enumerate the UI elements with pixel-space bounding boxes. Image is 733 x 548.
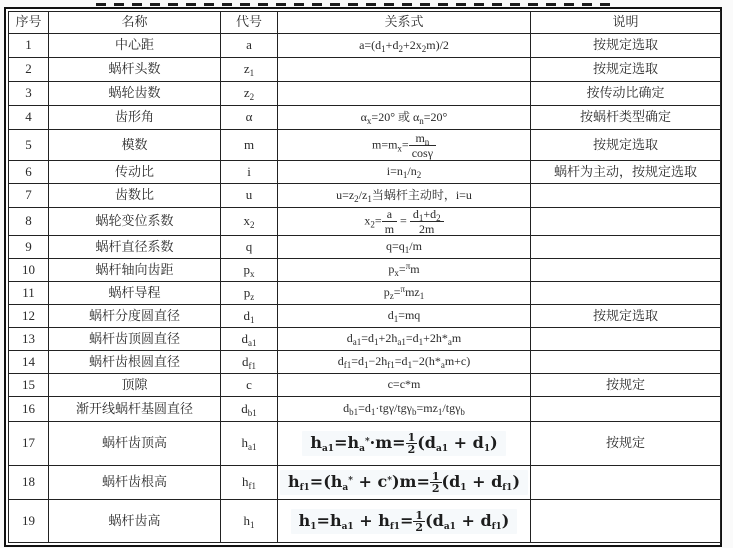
table-row xyxy=(9,106,721,130)
table-row xyxy=(9,328,721,351)
cell-note: 按传动比确定 xyxy=(531,82,721,106)
table-row xyxy=(9,374,721,397)
table-row xyxy=(9,208,721,236)
table-row xyxy=(9,422,721,466)
cell-code: $x_2$ xyxy=(221,208,278,236)
cell-formula: $m=m_x=$ $\frac{m_n}{\cos\gamma}$ xyxy=(278,130,531,161)
cell-note xyxy=(531,259,721,282)
cell-code: α xyxy=(221,106,278,130)
cell-code: a xyxy=(221,34,278,58)
cell-code: $d_{b1}$ xyxy=(221,397,278,422)
cell-no: 1 xyxy=(9,34,49,58)
cell-formula: $u=z_2/z_1$当蜗杆主动时，i=u xyxy=(278,184,531,208)
cell-code: $z_1$ xyxy=(221,58,278,82)
cell-code: i xyxy=(221,161,278,184)
cell-name: 蜗杆分度圆直径 xyxy=(49,305,221,328)
cell-no: 5 xyxy=(9,130,49,161)
cell-no: 14 xyxy=(9,351,49,374)
table-row xyxy=(9,82,721,106)
table-row xyxy=(9,34,721,58)
cell-note xyxy=(531,282,721,305)
cell-formula: $p_x=^\pi m$ xyxy=(278,259,531,282)
cell-no: 15 xyxy=(9,374,49,397)
cell-code: $d_{f1}$ xyxy=(221,351,278,374)
cell-name: 蜗杆头数 xyxy=(49,58,221,82)
cell-note xyxy=(531,236,721,259)
cell-formula xyxy=(278,58,531,82)
cell-code: $z_2$ xyxy=(221,82,278,106)
cell-formula: c=c*m xyxy=(278,374,531,397)
cell-note xyxy=(531,184,721,208)
cell-note: 按蜗杆类型确定 xyxy=(531,106,721,130)
cell-no: 8 xyxy=(9,208,49,236)
cell-name: 蜗杆齿顶高 xyxy=(49,422,221,466)
cell-formula: $d_{f1}=d_1-2h_{f1}=d_1-2(h*_am+c)$ xyxy=(278,351,531,374)
cell-formula xyxy=(278,82,531,106)
table-body xyxy=(9,34,721,543)
cell-formula: $i=n_1/n_2$ xyxy=(278,161,531,184)
cell-formula: $h_{a1}=h_a^*\cdot m=$ $\frac{1}{2}$ $(d_{a1} + d_1)$ xyxy=(278,422,531,466)
cell-name: 蜗杆轴向齿距 xyxy=(49,259,221,282)
cell-name: 蜗杆齿根圆直径 xyxy=(49,351,221,374)
cell-no: 17 xyxy=(9,422,49,466)
cell-code: u xyxy=(221,184,278,208)
table-row xyxy=(9,161,721,184)
cell-name: 蜗杆齿根高 xyxy=(49,466,221,500)
cell-note: 按规定选取 xyxy=(531,305,721,328)
cell-note xyxy=(531,500,721,543)
worm-gear-parameters-table xyxy=(8,11,721,543)
cell-name: 顶隙 xyxy=(49,374,221,397)
cell-no: 10 xyxy=(9,259,49,282)
cell-code: $d_{a1}$ xyxy=(221,328,278,351)
cell-name: 齿数比 xyxy=(49,184,221,208)
cell-note xyxy=(531,208,721,236)
table-row xyxy=(9,397,721,422)
cell-name: 模数 xyxy=(49,130,221,161)
table-row xyxy=(9,305,721,328)
cell-no: 9 xyxy=(9,236,49,259)
cell-note: 按规定选取 xyxy=(531,130,721,161)
cell-code: $d_1$ xyxy=(221,305,278,328)
cell-no: 19 xyxy=(9,500,49,543)
cell-formula: $d_{b1}=d_1\cdot tg\gamma/tg\gamma_b=mz_1/tg\gamma_b$ xyxy=(278,397,531,422)
table-row xyxy=(9,236,721,259)
cell-name: 蜗杆齿高 xyxy=(49,500,221,543)
cell-code: $h_{f1}$ xyxy=(221,466,278,500)
cell-name: 齿形角 xyxy=(49,106,221,130)
cell-formula: $d_{a1}=d_1+2h_{a1}=d_1+2h*_am$ xyxy=(278,328,531,351)
cell-formula: $\alpha_x=20^\circ$ 或 $\alpha_n=20^\circ$ xyxy=(278,106,531,130)
cell-formula: $h_1=h_{a1} + h_{f1}=$ $\frac{1}{2}$ $(d_{a1} + d_{f1})$ xyxy=(278,500,531,543)
table-row xyxy=(9,58,721,82)
cell-note: 按规定选取 xyxy=(531,58,721,82)
cell-formula: $h_{f1}=(h_a^* + c^*)m=$ $\frac{1}{2}$ $(d_1 + d_{f1})$ xyxy=(278,466,531,500)
cell-no: 6 xyxy=(9,161,49,184)
cell-no: 7 xyxy=(9,184,49,208)
table-row xyxy=(9,130,721,161)
cell-no: 3 xyxy=(9,82,49,106)
cell-no: 13 xyxy=(9,328,49,351)
cell-code: c xyxy=(221,374,278,397)
cell-formula: $d_1=mq$ xyxy=(278,305,531,328)
table-frame xyxy=(4,7,722,547)
cell-note: 按规定 xyxy=(531,422,721,466)
cell-note: 按规定 xyxy=(531,374,721,397)
table-row xyxy=(9,351,721,374)
cell-code: m xyxy=(221,130,278,161)
cell-note xyxy=(531,328,721,351)
cell-name: 中心距 xyxy=(49,34,221,58)
cell-name: 蜗杆直径系数 xyxy=(49,236,221,259)
cell-no: 18 xyxy=(9,466,49,500)
header-row xyxy=(9,12,721,34)
cell-name: 传动比 xyxy=(49,161,221,184)
table-row xyxy=(9,500,721,543)
header-no: 序号 xyxy=(9,12,49,34)
clipped-title-glyph-bottoms xyxy=(96,3,611,6)
table-row xyxy=(9,259,721,282)
header-formula: 关系式 xyxy=(278,12,531,34)
table-row xyxy=(9,466,721,500)
table-row xyxy=(9,184,721,208)
cell-note xyxy=(531,466,721,500)
cell-note xyxy=(531,351,721,374)
cell-formula: $p_z=^\pi mz_1$ xyxy=(278,282,531,305)
cell-no: 4 xyxy=(9,106,49,130)
table-row xyxy=(9,282,721,305)
cell-code: q xyxy=(221,236,278,259)
cell-no: 16 xyxy=(9,397,49,422)
header-code: 代号 xyxy=(221,12,278,34)
cell-name: 蜗杆齿顶圆直径 xyxy=(49,328,221,351)
cell-formula: $q=q_1/m$ xyxy=(278,236,531,259)
cell-formula: $a=(d_1+d_2+2x_2m)/2$ xyxy=(278,34,531,58)
cell-formula: $x_2=$ $\frac{a}{m}$ = $\frac{d_1+d_2}{2m}$ xyxy=(278,208,531,236)
cell-code: $p_x$ xyxy=(221,259,278,282)
header-name: 名称 xyxy=(49,12,221,34)
cell-note: 按规定选取 xyxy=(531,34,721,58)
cell-code: $h_1$ xyxy=(221,500,278,543)
cell-code: $p_z$ xyxy=(221,282,278,305)
cell-name: 渐开线蜗杆基圆直径 xyxy=(49,397,221,422)
cell-name: 蜗轮变位系数 xyxy=(49,208,221,236)
header-note: 说明 xyxy=(531,12,721,34)
cell-no: 2 xyxy=(9,58,49,82)
cell-name: 蜗轮齿数 xyxy=(49,82,221,106)
cell-no: 12 xyxy=(9,305,49,328)
cell-code: $h_{a1}$ xyxy=(221,422,278,466)
cell-note: 蜗杆为主动，按规定选取 xyxy=(531,161,721,184)
cell-note xyxy=(531,397,721,422)
cell-no: 11 xyxy=(9,282,49,305)
cell-name: 蜗杆导程 xyxy=(49,282,221,305)
clipped-title-strip xyxy=(0,0,733,7)
